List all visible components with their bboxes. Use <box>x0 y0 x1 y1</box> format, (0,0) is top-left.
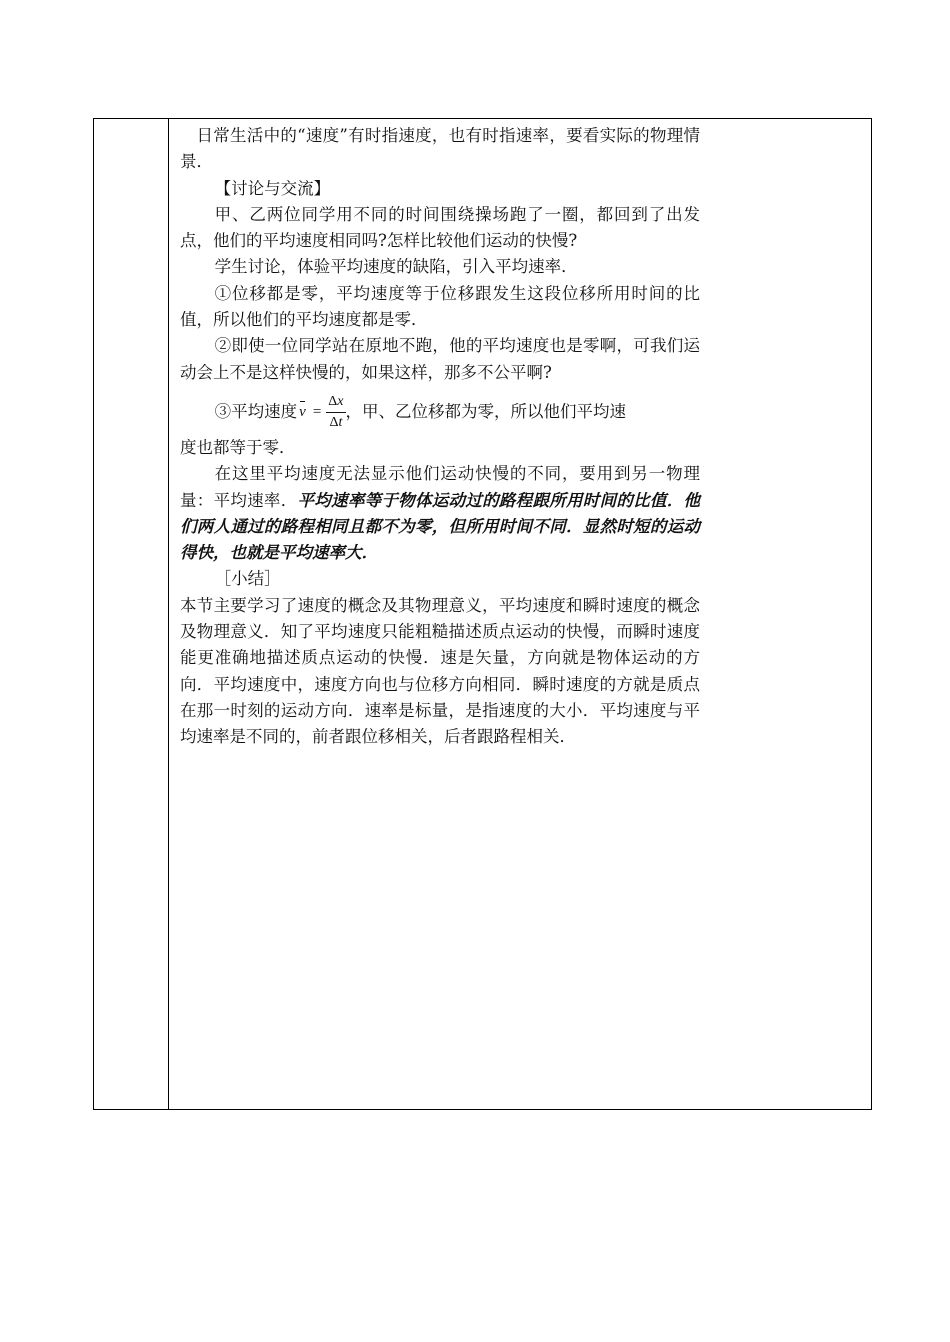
paragraph-point-3 <box>180 390 700 434</box>
lesson-table <box>93 118 872 1110</box>
summary-heading: ［小结］ <box>214 569 281 589</box>
paragraph-student-discussion: 学生讨论，体验平均速度的缺陷，引入平均速率． <box>214 257 578 277</box>
formula-equals: = <box>312 403 322 420</box>
average-rate-plain: 在这里平均速度无法显示他们运动快慢的不同，要用到另一物理量：平均速率． <box>180 464 700 510</box>
paragraph-speed-usage: 日常生活中的“速度”有时指速度，也有时指速率，要看实际的物理情景． <box>180 126 700 172</box>
formula-numerator: Δx <box>326 395 345 413</box>
column-divider <box>168 119 169 1109</box>
summary-paragraph: 本节主要学习了速度的概念及其物理意义，平均速度和瞬时速度的概念及物理意义．知了平均速度只能粗糙描述质点运动的快慢，而瞬时速度能更准确地描述质点运动的快慢．速是矢量，方向就是物体运动的方向．平均速度中，速度方向也与位移方向相同．瞬时速度的方就是质点在那一时刻的运动方向．速率是标量，是指速度的大小．平均速度与平均速率是不同的，前者跟位移相关，后者跟路程相关． <box>180 595 700 747</box>
formula-fraction <box>326 395 345 430</box>
paragraph-average-rate <box>180 461 700 566</box>
point-3-text-before: ③平均速度 <box>214 401 298 421</box>
average-rate-emphasis: 平均速率等于物体运动过的路程跟所用时间的比值．他们两人通过的路程相同且都不为零，但所用时间不同．显然时短的运动得快，也就是平均速率大． <box>180 490 701 563</box>
average-velocity-formula <box>297 395 345 430</box>
content-cell <box>180 123 700 751</box>
formula-v-bar: v <box>299 403 306 420</box>
discussion-heading: 【讨论与交流】 <box>214 178 331 198</box>
formula-denominator: Δt <box>329 414 343 430</box>
paragraph-point-2: ②即使一位同学站在原地不跑，他的平均速度也是零啊，可我们运动会上不是这样快慢的，如果这样，那多不公平啊? <box>180 336 700 382</box>
paragraph-point-3-continued: 度也都等于零． <box>180 437 296 457</box>
point-3-text-after: ，甲、乙位移都为零，所以他们平均速 <box>345 401 627 421</box>
paragraph-point-1: ①位移都是零，平均速度等于位移跟发生这段位移所用时间的比值，所以他们的平均速度都是零． <box>180 283 700 330</box>
paragraph-question: 甲、乙两位同学用不同的时间围绕操场跑了一圈，都回到了出发点，他们的平均速度相同吗?怎样比较他们运动的快慢? <box>180 204 700 251</box>
